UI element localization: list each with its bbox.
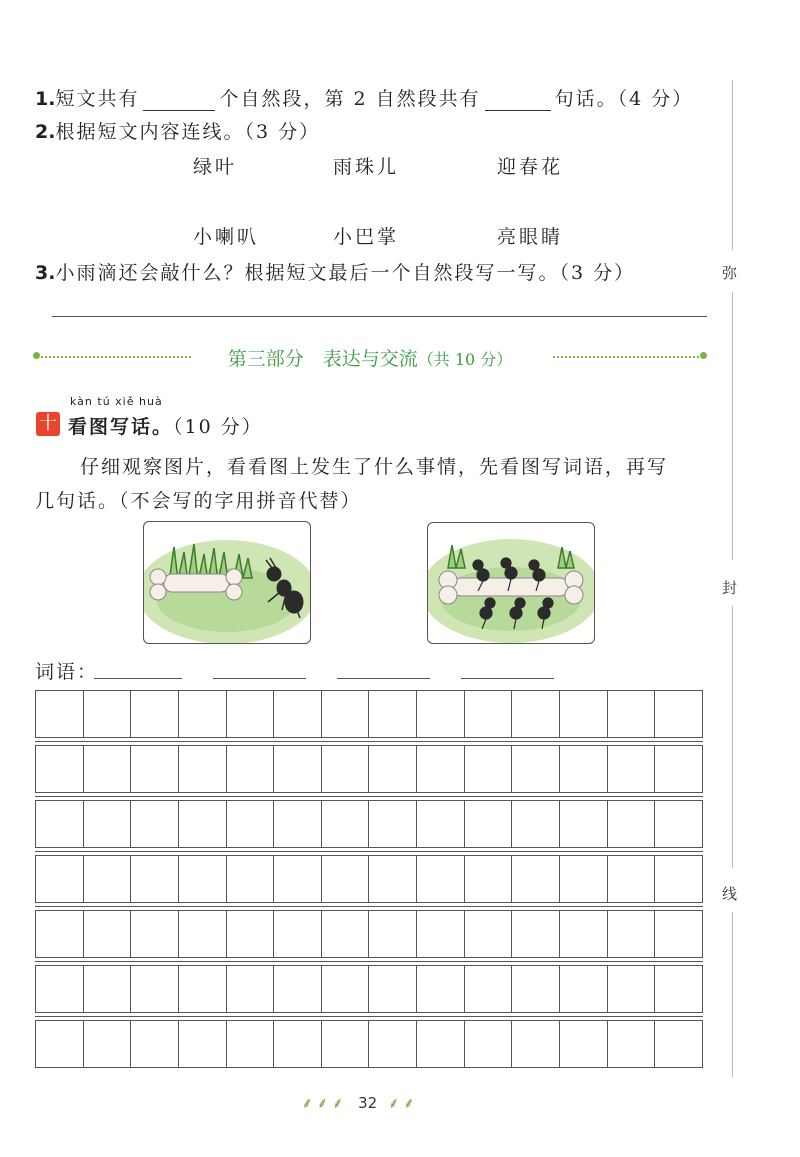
answer-blank-sentences[interactable] [485,90,551,111]
match-bottom-1[interactable]: 小喇叭 [193,226,260,248]
task-title: 看图写话。 [68,416,174,438]
grid-row [35,910,703,958]
divider-right [553,356,699,358]
word-blank-3[interactable] [337,678,430,679]
grid-row [35,965,703,1013]
picture-two-ants-carrying-bone [427,522,595,644]
grid-row [35,800,703,848]
dot-right-icon [700,352,707,359]
match-bottom-3[interactable]: 亮眼睛 [497,226,564,248]
answer-blank-paragraphs[interactable] [143,90,215,111]
match-top-1[interactable]: 绿叶 [193,156,238,178]
question-2: 2.根据短文内容连线。（3 分） [35,121,321,143]
grid-row [35,745,703,793]
task-score: （10 分） [173,416,263,438]
word-blank-2[interactable] [213,678,306,679]
task-title-line [68,412,263,439]
instruction-line-2: 几句话。（不会写的字用拼音代替） [35,490,362,512]
match-top-2[interactable]: 雨珠儿 [333,156,400,178]
seal-line [732,80,733,250]
instruction-line-1: 仔细观察图片，看看图上发生了什么事情，先看图写词语，再写 [80,456,669,478]
pinyin: kàn tú xiě huà [70,395,163,408]
question-3: 3.小雨滴还会敲什么？根据短文最后一个自然段写一写。（3 分） [35,262,636,284]
sprout-decoration-icon: ⸙⸙⸙ [301,1094,348,1112]
task-number-badge: 十 [36,412,60,436]
word-blank-4[interactable] [461,678,554,679]
footer [0,1093,720,1113]
grid-row [35,1020,703,1068]
grid-row [35,855,703,903]
page-number: 32 [358,1094,378,1112]
words-label: 词语： [35,661,99,683]
section-score: （共 10 分） [417,350,513,369]
picture-one-ant-bone [143,521,311,644]
seal-line [732,606,733,868]
section-header [35,340,705,376]
seal-char-3: 线 [722,885,738,903]
match-top-3[interactable]: 迎春花 [497,156,564,178]
sprout-decoration-icon: ⸙⸙ [387,1094,419,1112]
grid-row [35,690,703,738]
seal-char-1: 弥 [722,264,738,282]
seal-line [732,292,733,560]
question-1: 1.短文共有 个自然段，第 2 自然段共有 句话。（4 分） [35,88,694,110]
answer-line-q3[interactable] [52,316,707,317]
match-bottom-2[interactable]: 小巴掌 [333,226,400,248]
seal-line [732,912,733,1077]
section-title: 第三部分 表达与交流 [227,348,418,370]
seal-char-2: 封 [722,579,738,597]
word-blank-1[interactable] [94,678,182,679]
